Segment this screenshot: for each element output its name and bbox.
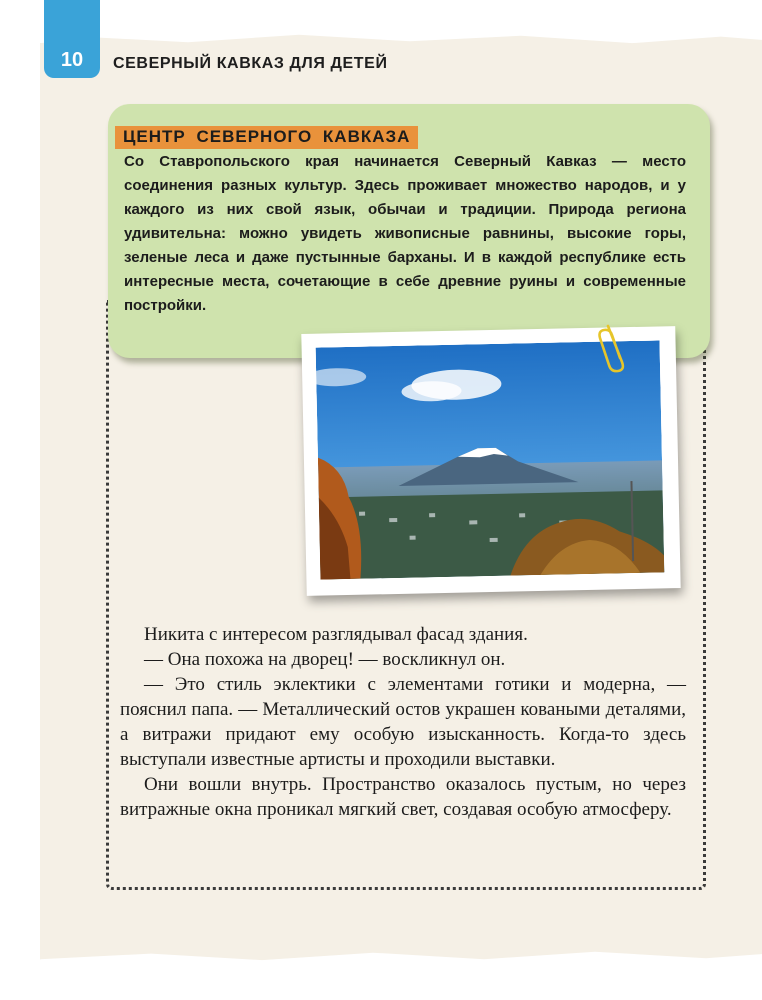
- mountain-landscape-illustration: [316, 340, 665, 579]
- story-paragraph-1: Никита с интересом разглядывал фасад здания.: [144, 624, 528, 645]
- story-paragraph-2: — Она похожа на дворец! — воскликнул он.: [144, 649, 506, 670]
- page-number-tab: [44, 0, 100, 78]
- info-box-text: [124, 150, 686, 318]
- page-number: 10: [60, 49, 84, 71]
- info-box-heading: ЦЕНТР СЕВЕРНОГО КАВКАЗА: [115, 126, 418, 149]
- landscape-photo: [316, 340, 665, 579]
- paperclip-icon: [598, 322, 632, 374]
- story-text: [120, 622, 686, 822]
- info-box-paragraph: Со Ставропольского края начинается Северный Кавказ — место соединения разных культур. Здесь проживает множество народов, и у каждого из них свой язык, обычаи и традиции. Природа региона удивительна: можно увидеть живописные равнины, высокие горы, зеленые леса и даже пустынные барханы. И в каждой республике есть интересные места, сочетающие в себе древние руины и современные постройки.: [124, 153, 686, 314]
- story-paragraph-3: — Это стиль эклектики с элементами готики и модерна, — пояснил папа. — Металлический остов украшен коваными деталями, а витражи придают ему особую изысканность. Когда-то здесь выступали известные артисты и проходили выставки.: [120, 674, 686, 770]
- running-title: СЕВЕРНЫЙ КАВКАЗ ДЛЯ ДЕТЕЙ: [113, 55, 388, 72]
- story-paragraph-4: Они вошли внутрь. Пространство оказалось пустым, но через витражные окна проникал мягкий свет, создавая особую атмосферу.: [120, 774, 686, 820]
